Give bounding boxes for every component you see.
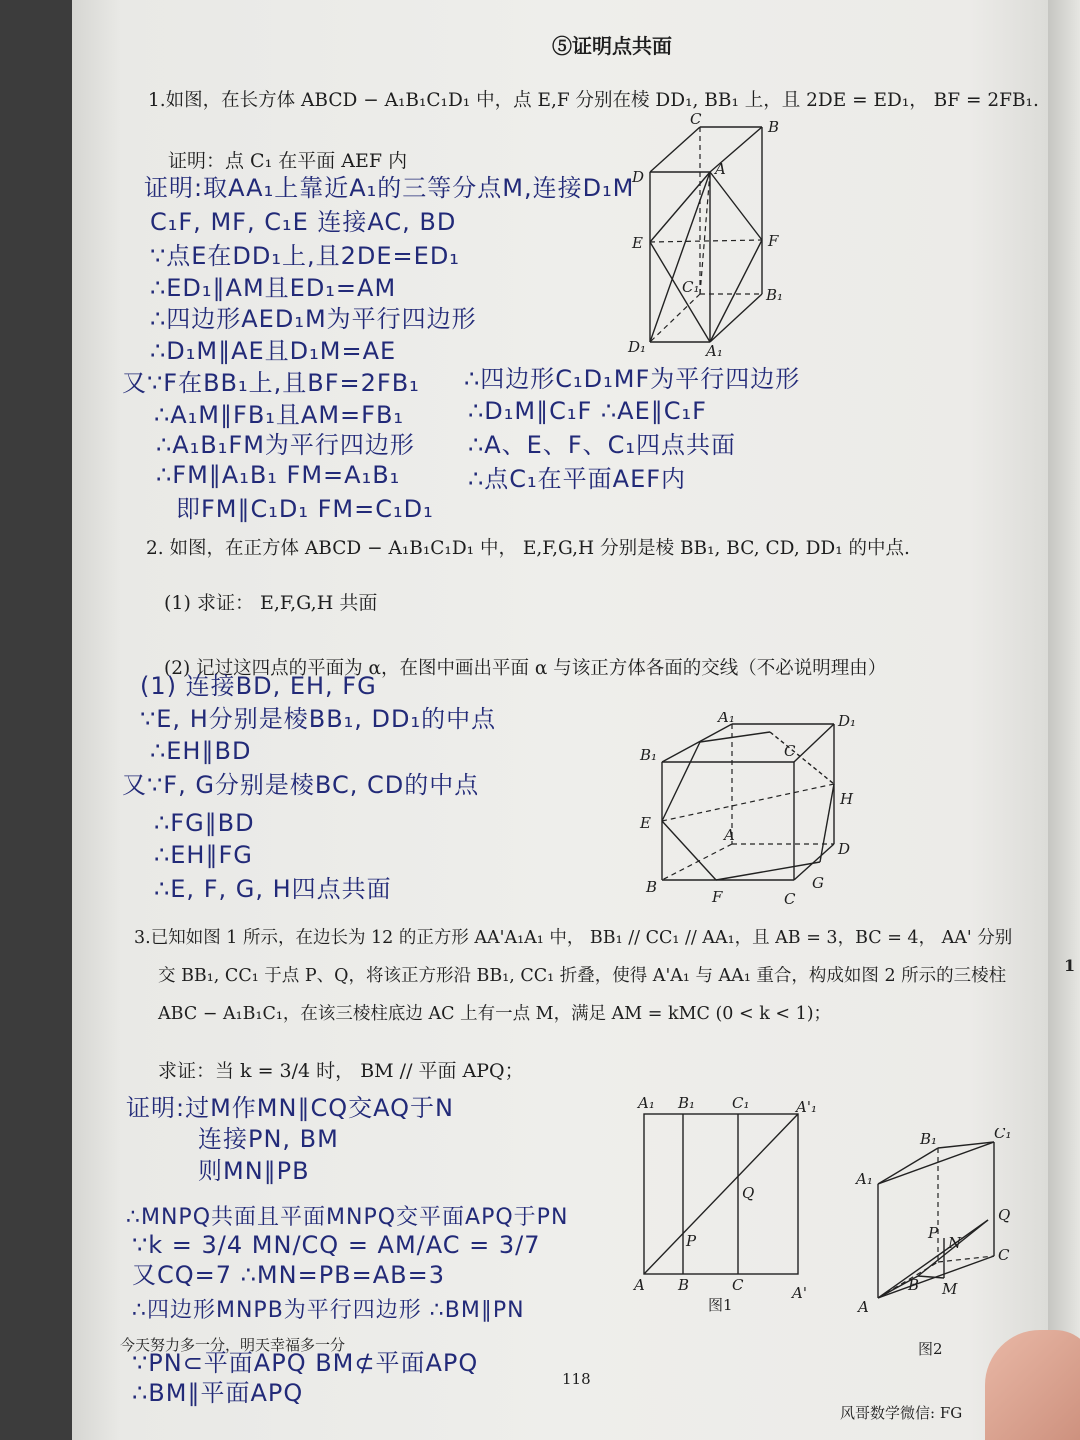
fig3-1-label: Q bbox=[742, 1184, 755, 1202]
fig2-label: C bbox=[784, 742, 796, 760]
fig3-2-label: A₁ bbox=[856, 1170, 873, 1188]
fig3-1-label: A' bbox=[792, 1284, 807, 1302]
handwriting-line: ∴四边形AED₁M为平行四边形 bbox=[150, 305, 477, 333]
handwriting-line: 证明:过M作MN∥CQ交AQ于N bbox=[126, 1094, 454, 1122]
fig1-label: A₁ bbox=[706, 342, 723, 360]
section-title: ⑤证明点共面 bbox=[552, 34, 672, 58]
thumb bbox=[985, 1330, 1080, 1440]
fig2-label: E bbox=[640, 814, 651, 832]
fig3-1-label: A₁ bbox=[638, 1094, 655, 1112]
handwriting-line: 连接PN, BM bbox=[198, 1125, 339, 1153]
problem3-line1: 3.已知如图 1 所示，在边长为 12 的正方形 AA'A₁A₁ 中， BB₁ // CC₁ // AA₁，且 AB = 3，BC = 4， AA' 分别 bbox=[134, 928, 1013, 948]
fig1-label: D₁ bbox=[628, 338, 647, 356]
handwriting-line: ∴四边形C₁D₁MF为平行四边形 bbox=[464, 365, 801, 393]
handwriting-line: C₁F, MF, C₁E 连接AC, BD bbox=[150, 208, 457, 236]
fig2-label: A bbox=[724, 826, 735, 844]
fig3-2-label: B₁ bbox=[920, 1130, 938, 1148]
problem1-prove: 证明：点 C₁ 在平面 AEF 内 bbox=[168, 150, 408, 172]
side-page-number: 1 bbox=[1064, 956, 1076, 975]
problem2-statement: 2. 如图，在正方体 ABCD − A₁B₁C₁D₁ 中， E,F,G,H 分别是棱 BB₁, BC, CD, DD₁ 的中点. bbox=[146, 538, 910, 559]
fig2-label: B₁ bbox=[640, 746, 658, 764]
fig3-1-label: A bbox=[634, 1276, 645, 1294]
handwriting-line: ∴点C₁在平面AEF内 bbox=[468, 465, 687, 493]
fig3-2-label: A bbox=[858, 1298, 869, 1316]
fig3-1-label: B bbox=[678, 1276, 690, 1294]
footer-motto: 今天努力多一分，明天幸福多一分 bbox=[120, 1336, 346, 1354]
handwriting-line: ∴A₁B₁FM为平行四边形 bbox=[156, 431, 415, 459]
fig3-1-label: C₁ bbox=[732, 1094, 750, 1112]
handwriting-line: 又CQ=7 ∴MN=PB=AB=3 bbox=[132, 1261, 446, 1289]
handwriting-line: ∴FG∥BD bbox=[154, 809, 255, 837]
handwriting-line: 证明:取AA₁上靠近A₁的三等分点M,连接D₁M bbox=[144, 174, 635, 202]
fig1-label: C bbox=[690, 112, 702, 128]
handwriting-line: ∴MNPQ共面且平面MNPQ交平面APQ于PN bbox=[126, 1205, 569, 1230]
page-number: 118 bbox=[562, 1370, 591, 1388]
handwriting-line: ∴D₁M∥C₁F ∴AE∥C₁F bbox=[468, 397, 707, 425]
fig1-label: B bbox=[768, 118, 780, 136]
handwriting-line: ∵k = 3/4 MN/CQ = AM/AC = 3/7 bbox=[132, 1231, 541, 1259]
fig3-2-label: M bbox=[942, 1280, 958, 1298]
fig2-label: B bbox=[646, 878, 658, 896]
problem1-figure bbox=[620, 112, 820, 362]
handwriting-line: ∴EH∥FG bbox=[154, 841, 253, 869]
handwriting-line: ∴A、E、F、C₁四点共面 bbox=[468, 431, 737, 459]
handwriting-line: 又∵F, G分别是棱BC, CD的中点 bbox=[122, 771, 480, 799]
fig2-label: D₁ bbox=[838, 712, 857, 730]
fig3-2-label: C₁ bbox=[994, 1128, 1012, 1142]
problem2-figure bbox=[632, 712, 862, 912]
fig1-label: D bbox=[632, 168, 645, 186]
handwriting-line: ∵E, H分别是棱BB₁, DD₁的中点 bbox=[140, 705, 497, 733]
fig1-label: C₁ bbox=[682, 278, 700, 296]
fig3-2-label: Q bbox=[998, 1206, 1011, 1224]
fig3-1-label: C bbox=[732, 1276, 744, 1294]
fig3-2-caption: 图2 bbox=[918, 1340, 943, 1358]
handwriting-line: ∵PN⊂平面APQ BM⊄平面APQ bbox=[132, 1349, 479, 1377]
fig2-label: D bbox=[838, 840, 851, 858]
problem3-prove: 求证：当 k = 3/4 时， BM // 平面 APQ； bbox=[158, 1060, 524, 1082]
problem2-part1: (1) 求证： E,F,G,H 共面 bbox=[164, 592, 378, 614]
handwriting-line: 又∵F在BB₁上,且BF=2FB₁ bbox=[122, 369, 420, 397]
handwriting-line: ∴BM∥平面APQ bbox=[132, 1379, 304, 1407]
footer-wechat: 风哥数学微信: FG bbox=[840, 1404, 963, 1422]
fig3-1-label: P bbox=[686, 1232, 697, 1250]
handwriting-line: 即FM∥C₁D₁ FM=C₁D₁ bbox=[176, 495, 434, 523]
fig1-label: F bbox=[768, 232, 779, 250]
problem3-line2: 交 BB₁, CC₁ 于点 P、Q，将该正方形沿 BB₁, CC₁ 折叠，使得 A'A₁ 与 AA₁ 重合，构成如图 2 所示的三棱柱 bbox=[158, 966, 1007, 986]
handwriting-line: ∴D₁M∥AE且D₁M=AE bbox=[150, 337, 397, 365]
handwriting-line: ∵点E在DD₁上,且2DE=ED₁ bbox=[150, 242, 460, 270]
fig2-label: C bbox=[784, 890, 796, 908]
problem3-figure2 bbox=[848, 1128, 1028, 1364]
fig3-2-label: P bbox=[928, 1224, 939, 1242]
handwriting-line: (1) 连接BD, EH, FG bbox=[140, 672, 377, 700]
fig3-1-label: A'₁ bbox=[796, 1098, 817, 1116]
handwriting-line: 则MN∥PB bbox=[198, 1157, 310, 1185]
problem1-statement: 1.如图，在长方体 ABCD − A₁B₁C₁D₁ 中，点 E,F 分别在棱 DD₁, BB₁ 上，且 2DE = ED₁， BF = 2FB₁. bbox=[148, 90, 1039, 111]
fig2-label: F bbox=[712, 888, 723, 906]
handwriting-line: ∴E, F, G, H四点共面 bbox=[154, 875, 392, 903]
handwriting-line: ∴A₁M∥FB₁且AM=FB₁ bbox=[154, 401, 405, 429]
fig1-label: A bbox=[715, 160, 726, 178]
handwriting-line: ∴FM∥A₁B₁ FM=A₁B₁ bbox=[156, 461, 401, 489]
fig3-2-label: B bbox=[908, 1276, 920, 1294]
handwriting-line: ∴ED₁∥AM且ED₁=AM bbox=[150, 274, 397, 302]
problem2-part2: (2) 记过这四点的平面为 α，在图中画出平面 α 与该正方体各面的交线（不必说明理由） bbox=[164, 658, 887, 679]
handwriting-line: ∴四边形MNPB为平行四边形 ∴BM∥PN bbox=[132, 1298, 525, 1323]
problem3-line3: ABC − A₁B₁C₁，在该三棱柱底边 AC 上有一点 M，满足 AM = kMC (0 < k < 1)； bbox=[158, 1004, 832, 1024]
handwriting-line: ∴EH∥BD bbox=[150, 737, 252, 765]
fig3-2-label: C bbox=[998, 1246, 1010, 1264]
fig1-label: E bbox=[632, 234, 643, 252]
fig2-label: H bbox=[840, 790, 854, 808]
worksheet-page bbox=[72, 0, 1048, 1440]
fig3-1-caption: 图1 bbox=[708, 1296, 733, 1314]
fig2-label: G bbox=[812, 874, 824, 892]
fig3-2-label: N bbox=[948, 1234, 962, 1252]
fig2-label: A₁ bbox=[718, 712, 735, 726]
fig3-1-label: B₁ bbox=[678, 1094, 696, 1112]
fig1-label: B₁ bbox=[766, 286, 784, 304]
problem3-figure1 bbox=[628, 1094, 828, 1318]
